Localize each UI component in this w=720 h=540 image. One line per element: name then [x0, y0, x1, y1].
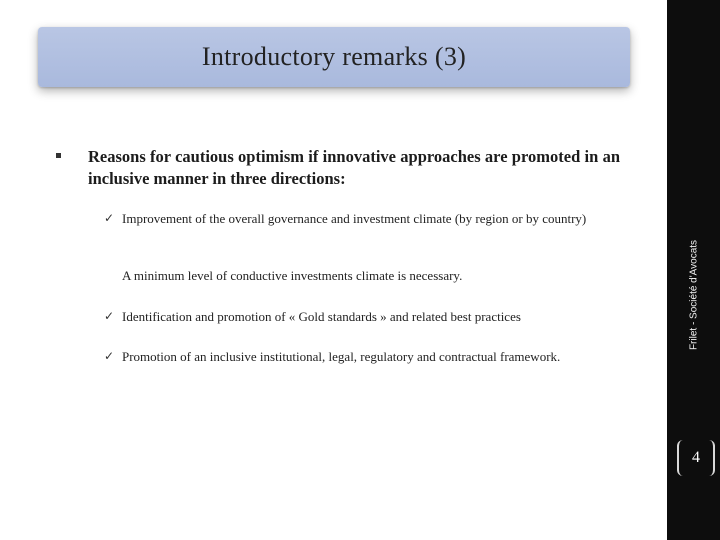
main-bullet — [56, 146, 620, 190]
square-bullet-icon — [56, 153, 61, 158]
checkmark-icon: ✓ — [104, 309, 115, 323]
sub-bullet-gold-standards — [104, 308, 622, 325]
sub-bullet-text: Identification and promotion of « Gold standards » and related best practices — [122, 309, 521, 324]
sub-bullet-text: Promotion of an inclusive institutional, legal, regulatory and contractual framework. — [122, 349, 561, 364]
checkmark-icon: ✓ — [104, 349, 115, 363]
sub-bullet-framework — [104, 348, 622, 365]
note-text: A minimum level of conductive investments climate is necessary. — [122, 268, 463, 283]
checkmark-icon: ✓ — [104, 211, 115, 225]
sub-bullet-governance — [104, 210, 622, 227]
slide-title: Introductory remarks (3) — [201, 42, 467, 71]
footer-text: Frilet - Société d'Avocats — [688, 239, 700, 351]
sub-bullet-text: Improvement of the overall governance and investment climate (by region or by country) — [122, 211, 587, 226]
page-number: 4 — [677, 440, 715, 476]
main-bullet-text: Reasons for cautious optimism if innovative approaches are promoted in an inclusive manner in three directions: — [88, 147, 620, 188]
title-banner — [38, 27, 630, 87]
